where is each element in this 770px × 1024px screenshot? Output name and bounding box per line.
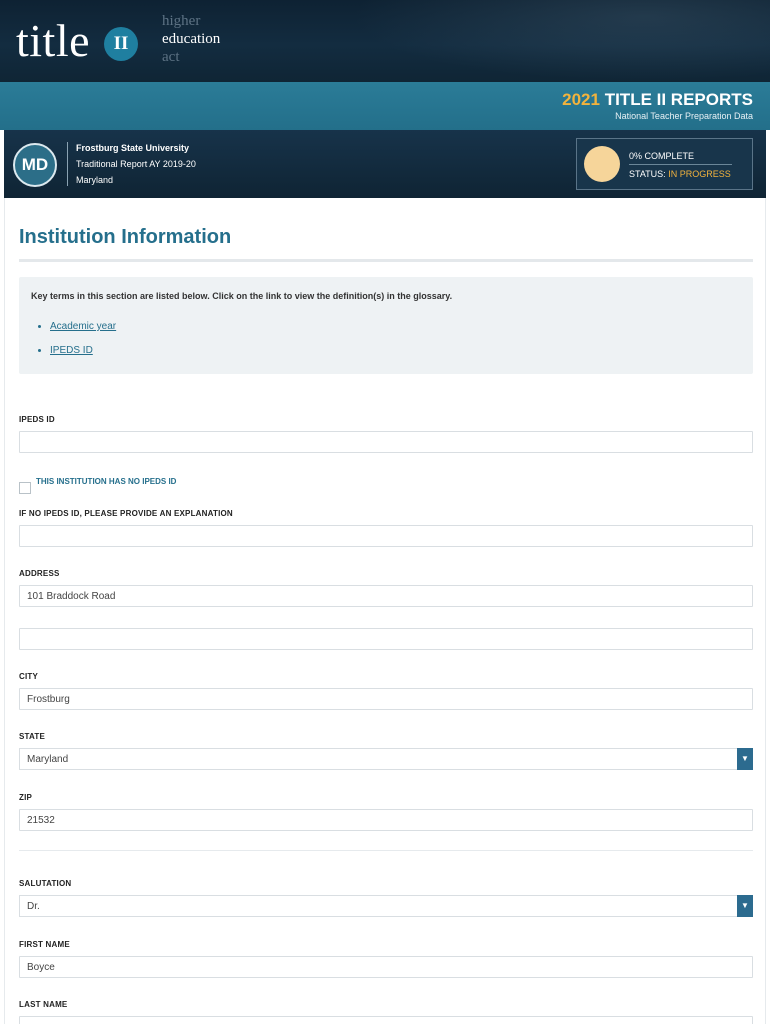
key-terms-box [19,277,753,374]
institution-header [4,130,766,198]
logo-title[interactable]: title [16,15,91,66]
form-card [4,198,766,1024]
report-year: 2021 [562,90,600,109]
report-header [0,82,770,130]
glossary-link-academic-year[interactable]: Academic year [50,321,117,332]
institution-name: Frostburg State University [76,143,190,153]
key-terms-list [50,321,116,369]
progress-divider [629,164,732,165]
chevron-down-icon[interactable]: ▼ [737,748,753,770]
title-rule [19,259,753,262]
address-label: ADDRESS [19,569,60,578]
ipeds-id-label: IPEDS ID [19,415,55,424]
salutation-label: SALUTATION [19,879,72,888]
progress-indicator [584,146,620,182]
no-ipeds-label[interactable]: THIS INSTITUTION HAS NO IPEDS ID [36,477,177,486]
address-line1-input[interactable] [19,585,753,607]
zip-input[interactable] [19,809,753,831]
section-divider [19,850,753,851]
state-select-value: Maryland [27,754,69,765]
progress-panel [576,138,753,190]
status-value: IN PROGRESS [668,169,731,179]
key-term-item [50,345,116,369]
report-title [562,90,753,110]
logo-word-higher: higher [162,13,201,29]
key-term-item [50,321,116,345]
page-title: Institution Information [19,226,232,248]
state-badge: MD [13,143,57,187]
state-label: STATE [19,732,46,741]
explanation-label: IF NO IPEDS ID, PLEASE PROVIDE AN EXPLANATION [19,509,233,518]
state-select[interactable] [19,748,753,770]
last-name-input[interactable] [19,1016,753,1024]
logo-badge: II [104,27,138,61]
report-name: TITLE II REPORTS [604,90,753,109]
address-line2-input[interactable] [19,628,753,650]
glossary-link-ipeds-id[interactable]: IPEDS ID [50,345,93,356]
salutation-select[interactable] [19,895,753,917]
divider [67,142,68,186]
ipeds-id-input[interactable] [19,431,753,453]
institution-state: Maryland [76,175,114,185]
logo-tagline [162,12,220,66]
zip-label: ZIP [19,793,33,802]
key-terms-intro: Key terms in this section are listed below. Click on the link to view the definition(s) in the glossary. [31,291,453,301]
status-label: STATUS: [629,169,666,179]
status-badge [629,169,731,179]
last-name-label: LAST NAME [19,1000,68,1009]
first-name-label: FIRST NAME [19,940,70,949]
no-ipeds-checkbox[interactable] [19,482,31,494]
logo-word-act: act [162,49,180,65]
progress-percent: 0% COMPLETE [629,151,695,161]
city-label: CITY [19,672,39,681]
city-input[interactable] [19,688,753,710]
site-banner [0,0,770,82]
report-type: Traditional Report AY 2019-20 [76,159,196,169]
institution-details [76,140,196,188]
logo-word-education: education [162,31,221,47]
first-name-input[interactable] [19,956,753,978]
chevron-down-icon[interactable]: ▼ [737,895,753,917]
report-subtitle: National Teacher Preparation Data [615,111,753,121]
salutation-select-value: Dr. [27,901,40,912]
explanation-input[interactable] [19,525,753,547]
